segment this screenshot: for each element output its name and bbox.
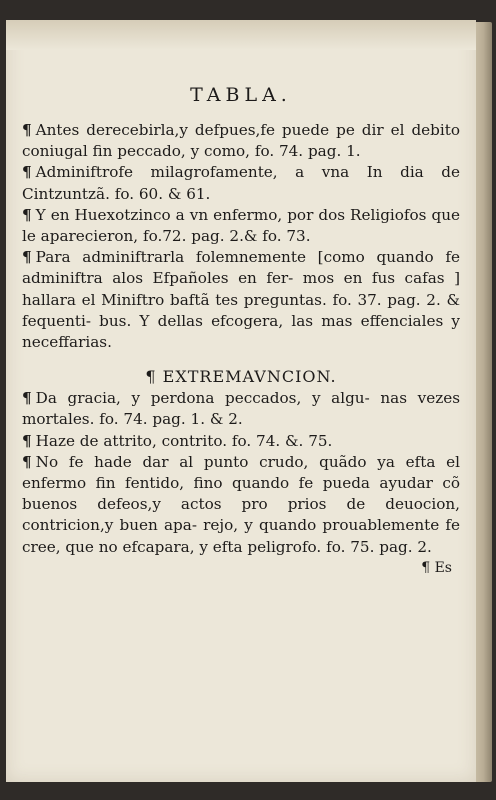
page-content <box>22 84 460 576</box>
entry-paragraph: ¶ Adminiftrofe milagrofamente, a vna In dia de Cintzuntzã. fo. 60. & 61. <box>22 163 460 203</box>
entry-paragraph: ¶ Antes derecebirla,y defpues,fe puede pe dir el debito coniugal fin peccado, y como, fo. 74. pag. 1. <box>22 121 460 161</box>
entry-paragraph: ¶ No fe hade dar al punto crudo, quãdo ya efta el enfermo fin fentido, fino quando fe pueda ayudar cõ buenos defeos,y actos pro prios de deuocion, contricion,y buen apa- rejo, y quando prouablemente fe cree, que no efcapara, y efta peligrofo. fo. 75. pag. 2. <box>22 452 460 556</box>
pilcrow-icon: ¶ <box>22 121 32 139</box>
catchword: ¶ Es <box>421 559 452 576</box>
entry-paragraph: ¶ Da gracia, y perdona peccados, y algu- nas vezes mortales. fo. 74. pag. 1. & 2. <box>22 389 460 429</box>
pilcrow-icon: ¶ <box>22 452 32 471</box>
pilcrow-icon: ¶ <box>22 248 32 267</box>
pilcrow-icon: ¶ <box>22 205 32 224</box>
pilcrow-icon: ¶ <box>22 431 32 450</box>
entry-paragraph: ¶ Y en Huexotzinco a vn enfermo, por dos Religiofos que le aparecieron, fo.72. pag. 2.& fo. 73. <box>22 205 460 246</box>
entry-paragraph: ¶ Para adminiftrarla folemnemente [como quando fe adminiftra alos Efpañoles en fer- mos en fus cafas ] hallara el Miniftro baftã tes preguntas. fo. 37. pag. 2. & fequenti- bus. Y dellas efcogera, las mas effenciales y neceffarias. <box>22 248 460 352</box>
pilcrow-icon: ¶ <box>22 389 32 408</box>
page-title: TABLA. <box>190 84 292 106</box>
section-heading: ¶ EXTREMAVNCION. <box>145 367 337 387</box>
entry-paragraph: ¶ Haze de attrito, contrito. fo. 74. &. 75. <box>22 431 333 450</box>
book-page <box>6 20 476 782</box>
pilcrow-icon: ¶ <box>22 163 32 182</box>
page-shadow <box>6 20 476 50</box>
